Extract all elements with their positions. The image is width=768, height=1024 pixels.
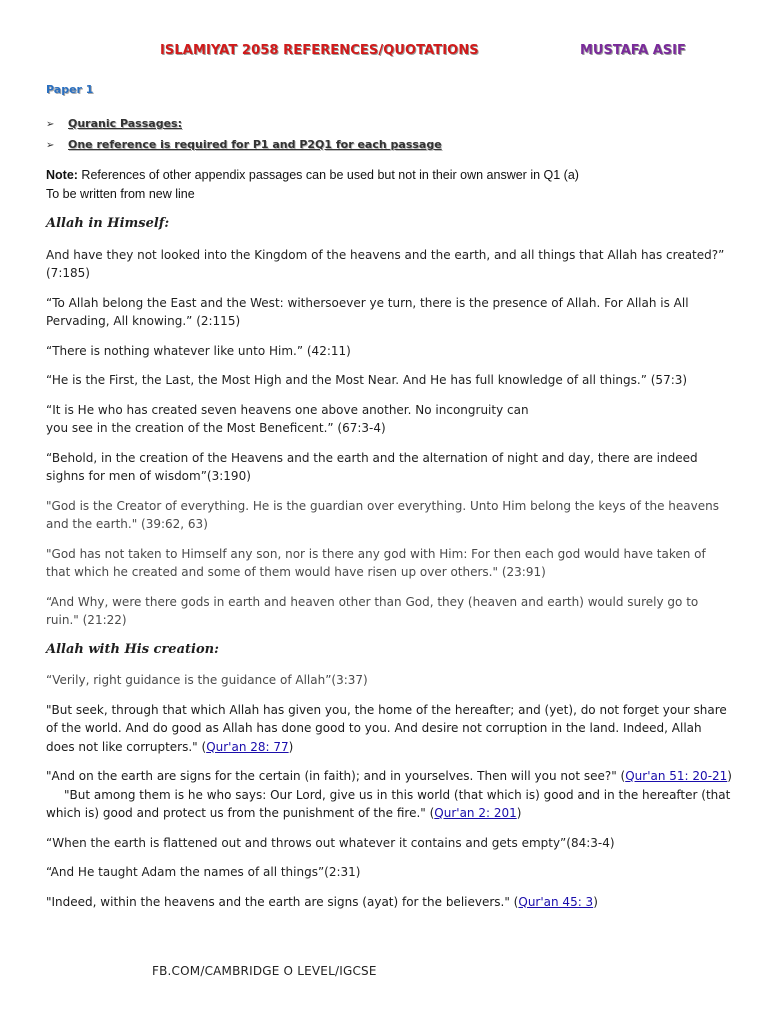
note-line-1: References of other appendix passages can be used but not in their own answer in Q1 (a): [77, 168, 579, 182]
quran-reference-link[interactable]: Qur'an 51: 20-21: [625, 769, 728, 783]
quran-reference-link[interactable]: Qur'an 45: 3: [518, 894, 594, 909]
note-label: Note:: [46, 168, 78, 182]
quotation: “Behold, in the creation of the Heavens and the earth and the alternation of night and day, there are indeed sighns for men of wisdom”(3:190): [46, 450, 698, 483]
arrow-bullet-icon: ➢: [46, 119, 55, 130]
quotation: And have they not looked into the Kingdom of the heavens and the earth, and all things that Allah has created?” (7:185): [46, 247, 725, 280]
closing-paren: ): [516, 806, 522, 820]
quotation: “And He taught Adam the names of all things”(2:31): [46, 865, 361, 879]
bullet-item: [46, 134, 442, 155]
quotation: "God has not taken to Himself any son, nor is there any god with Him: For then each god would have taken of that which he created and some of them would have risen up over others." (23:91): [46, 546, 706, 579]
quotation: [46, 767, 732, 823]
note-block: [46, 166, 736, 204]
note-line-2: To be written from new line: [46, 187, 195, 201]
closing-paren: ): [288, 739, 294, 754]
quotation: “There is nothing whatever like unto Him.” (42:11): [46, 343, 351, 358]
quran-reference-link[interactable]: Qur'an 28: 77: [206, 739, 289, 754]
bullet-list: [46, 113, 442, 155]
quotation: “Verily, right guidance is the guidance of Allah”(3:37): [46, 673, 368, 687]
section-heading: Allah with His creation:: [46, 641, 219, 657]
quotation: [46, 701, 732, 757]
paper-label: Paper 1: [46, 83, 94, 96]
main-content: [46, 215, 732, 922]
closing-paren: ): [727, 769, 732, 783]
quotation-text: "But seek, through that which Allah has given you, the home of the hereafter; and (yet), do not forget your share of the world. And do good as Allah has done good to you. And desire not corruption in the land. Indeed, Allah does not like corrupters." (: [46, 702, 727, 754]
author-name: MUSTAFA ASIF: [580, 43, 686, 58]
bullet-text: Quranic Passages:: [68, 117, 182, 130]
quran-reference-link[interactable]: Qur'an 2: 201: [434, 806, 517, 820]
quotation: [46, 893, 732, 912]
bullet-item: [46, 113, 442, 134]
quotation: “To Allah belong the East and the West: withersoever ye turn, there is the presence of Allah. For Allah is All Pervading, All knowing.” (2:115): [46, 295, 689, 328]
footer-text: FB.COM/CAMBRIDGE O LEVEL/IGCSE: [152, 964, 377, 978]
quotation: "God is the Creator of everything. He is the guardian over everything. Unto Him belong the keys of the heavens and the earth." (39:62, 63): [46, 498, 719, 531]
section-heading: Allah in Himself:: [46, 216, 170, 231]
bullet-text: One reference is required for P1 and P2Q1 for each passage: [68, 138, 442, 151]
quotation-text: "And on the earth are signs for the certain (in faith); and in yourselves. Then will you not see?" (: [46, 769, 626, 783]
quotation: “And Why, were there gods in earth and heaven other than God, they (heaven and earth) would surely go to ruin." (21:22): [46, 594, 699, 627]
closing-paren: ): [593, 894, 598, 909]
arrow-bullet-icon: ➢: [46, 140, 55, 151]
quotation: “When the earth is flattened out and throws out whatever it contains and gets empty”(84:3-4): [46, 835, 615, 850]
quotation-text: "But among them is he who says: Our Lord, give us in this world (that which is) good and in the hereafter (that which is) good and protect us from the punishment of the fire." (: [46, 787, 731, 820]
document-title: ISLAMIYAT 2058 REFERENCES/QUOTATIONS: [160, 43, 479, 58]
quotation: “It is He who has created seven heavens one above another. No incongruity can you see in the creation of the Most Beneficent.” (67:3-4): [46, 402, 529, 435]
quotation: “He is the First, the Last, the Most High and the Most Near. And He has full knowledge of all things.” (57:3): [46, 373, 688, 387]
quotation-text: "Indeed, within the heavens and the earth are signs (ayat) for the believers." (: [46, 894, 519, 909]
